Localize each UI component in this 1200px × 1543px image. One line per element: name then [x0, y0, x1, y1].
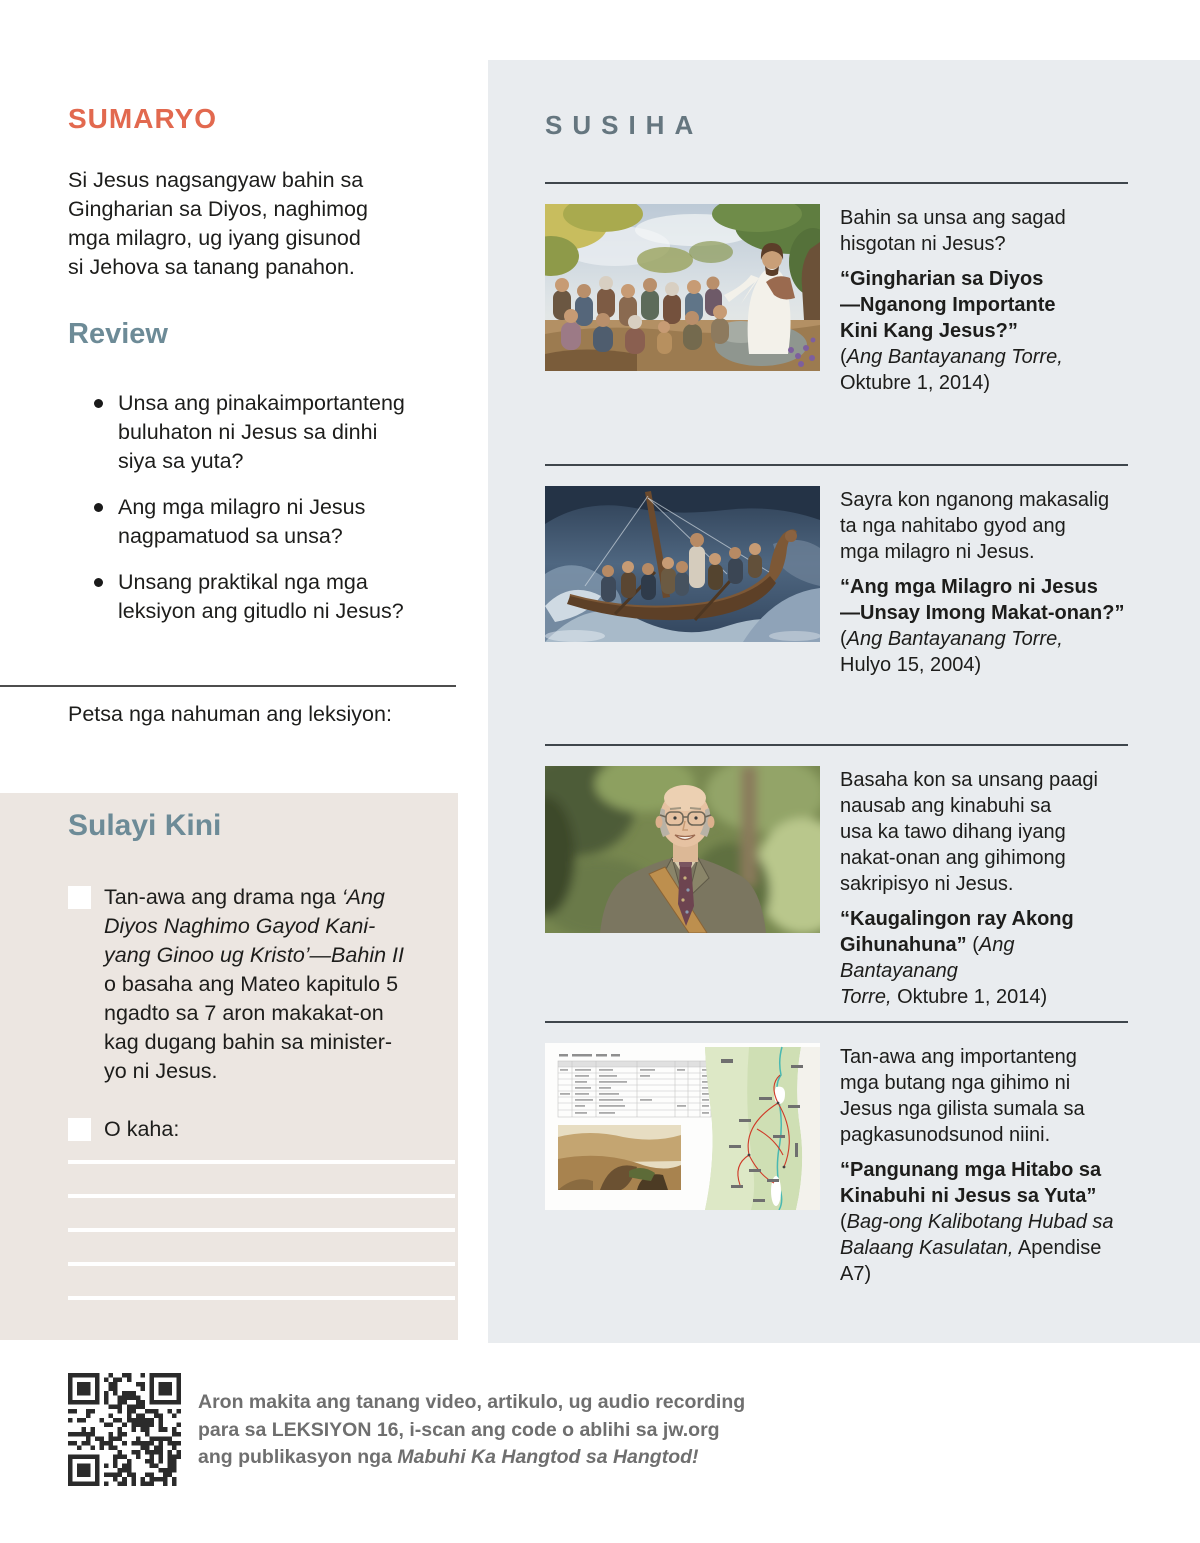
- answer-line[interactable]: [68, 1262, 455, 1266]
- entry-lead: Bahin sa unsa ang sagad hisgotan ni Jesus?: [840, 207, 1066, 255]
- qr-code-icon: [68, 1373, 181, 1486]
- divider: [545, 464, 1128, 466]
- susiha-panel: [488, 60, 1200, 1343]
- try-this-box: [0, 793, 458, 1340]
- answer-line[interactable]: [68, 1194, 455, 1198]
- review-item-text: Unsang praktikal nga mga leksiyon ang gitudlo ni Jesus?: [118, 570, 404, 623]
- review-item-text: Ang mga milagro ni Jesus nagpamatuod sa unsa?: [118, 495, 366, 548]
- entry-reference: “Ang mga Milagro ni Jesus —Unsay Imong Makat-onan?” (Ang Bantayanang Torre, Hulyo 15, 2004): [840, 576, 1125, 676]
- jesus-calming-storm-image: [545, 486, 820, 642]
- susiha-entry: [545, 464, 1128, 676]
- try-option-text: Tan-awa ang drama nga ‘Ang Diyos Naghimo Gayod Kani- yang Ginoo ug Kristo’—Bahin II o basaha ang Mateo kapitulo 5 ngadto sa 7 aron makakat-on kag dugang bahin sa minister- yo ni Jesus.: [104, 885, 404, 1083]
- answer-line[interactable]: [68, 1228, 455, 1232]
- entry-reference: “Pangunang mga Hitabo sa Kinabuhi ni Jesus sa Yuta” (Bag-ong Kalibotang Hubad sa Balaang Kasulatan, Apendise A7): [840, 1159, 1114, 1285]
- summary-text: Si Jesus nagsangyaw bahin sa Gingharian sa Diyos, naghimog mga milagro, ug iyang gisunod si Jehova sa tanang panahon.: [68, 168, 368, 279]
- bullet-icon: [94, 399, 103, 408]
- try-option-label: O kaha:: [104, 1117, 180, 1141]
- divider: [545, 1021, 1128, 1023]
- events-chart-map-image: [545, 1043, 820, 1210]
- susiha-entry: [545, 744, 1128, 1008]
- bullet-icon: [94, 578, 103, 587]
- jesus-life-events-chart-and-map: [545, 1043, 820, 1210]
- entry-reference: “Gingharian sa Diyos —Nganong Importante Kini Kang Jesus?” (Ang Bantayanang Torre, Oktubre 1, 2014): [840, 268, 1063, 394]
- susiha-entry: [545, 1021, 1128, 1285]
- try-this-heading: Sulayi Kini: [68, 809, 222, 842]
- review-heading: Review: [68, 318, 168, 350]
- divider: [545, 182, 1128, 184]
- desert-photo: [558, 1125, 681, 1190]
- review-list: [68, 389, 448, 643]
- bullet-icon: [94, 503, 103, 512]
- review-item: [68, 493, 448, 551]
- entry-reference: “Kaugalingon ray Akong Gihunahuna” (Ang Bantayanang Torre, Oktubre 1, 2014): [840, 908, 1074, 1008]
- summary-heading: SUMARYO: [68, 103, 218, 134]
- divider: [545, 744, 1128, 746]
- try-option-drama: [68, 883, 443, 1086]
- jesus-teaching-crowd-illustration: [545, 204, 820, 371]
- entry-lead: Sayra kon nganong makasalig ta nga nahitabo gyod ang mga milagro ni Jesus.: [840, 489, 1110, 563]
- answer-line[interactable]: [68, 1160, 455, 1164]
- smiling-man-portrait: [545, 766, 820, 933]
- man-portrait-image: [545, 766, 820, 933]
- lesson-date-label: Petsa nga nahuman ang leksiyon:: [68, 702, 392, 726]
- susiha-entry: [545, 182, 1128, 394]
- checkbox[interactable]: [68, 886, 91, 909]
- review-item: [68, 389, 448, 476]
- footer-instructions: Aron makita ang tanang video, artikulo, ug audio recording para sa LEKSIYON 16, i-scan ang code o ablihi sa jw.org ang publikasyon nga Mabuhi Ka Hangtod sa Hangtod!: [198, 1391, 746, 1468]
- divider: [0, 685, 456, 687]
- checkbox[interactable]: [68, 1118, 91, 1141]
- entry-lead: Tan-awa ang importanteng mga butang nga gihimo ni Jesus nga gilista sumala sa pagkasunodsunod niini.: [840, 1046, 1085, 1146]
- answer-lines: [68, 1160, 455, 1330]
- jesus-calming-storm-illustration: [545, 486, 820, 642]
- jesus-teaching-crowd-image: [545, 204, 820, 371]
- review-item: [68, 568, 448, 626]
- israel-map: [705, 1047, 820, 1210]
- susiha-heading: SUSIHA: [545, 110, 704, 140]
- answer-line[interactable]: [68, 1296, 455, 1300]
- try-option-other: [68, 1115, 179, 1144]
- entry-lead: Basaha kon sa unsang paagi nausab ang kinabuhi sa usa ka tawo dihang iyang nakat-onan ang gihimong sakripisyo ni Jesus.: [840, 769, 1098, 895]
- review-item-text: Unsa ang pinakaimportanteng buluhaton ni Jesus sa dinhi siya sa yuta?: [118, 391, 405, 473]
